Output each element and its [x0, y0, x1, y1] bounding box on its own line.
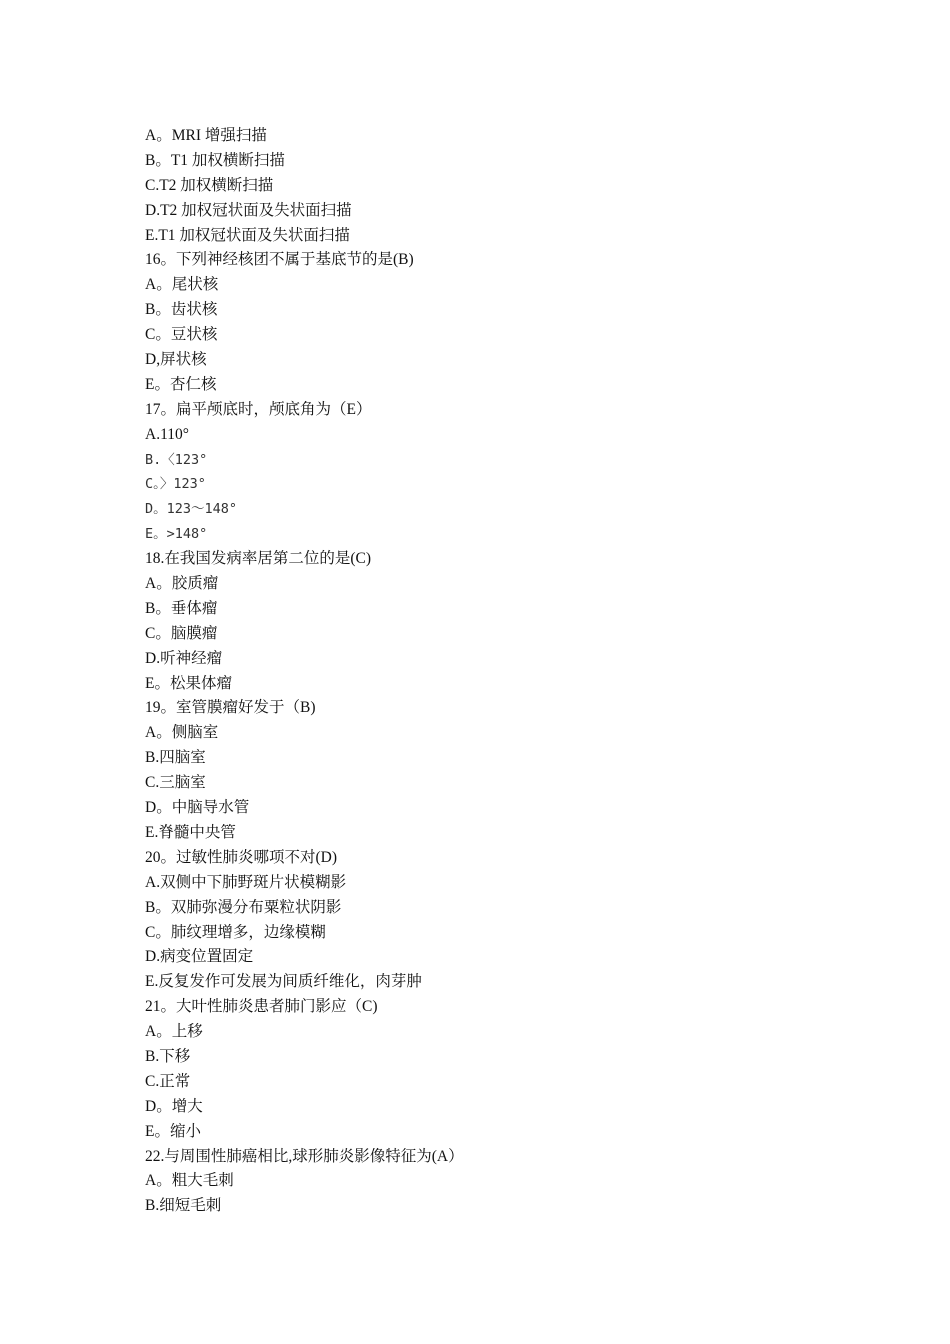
text-line: D。123～148° [145, 501, 238, 518]
text-line: C。〉123° [145, 476, 206, 493]
text-line: A。胶质瘤 [145, 575, 219, 593]
text-line: E。松果体瘤 [145, 674, 232, 692]
text-line: B。垂体瘤 [145, 599, 218, 617]
text-line: E。>148° [145, 526, 208, 543]
text-line: D。增大 [145, 1097, 203, 1115]
text-line: C.正常 [145, 1072, 191, 1090]
text-line: A。侧脑室 [145, 724, 219, 742]
text-line: B。T1 加权横断扫描 [145, 151, 285, 169]
text-line: A.双侧中下肺野斑片状模糊影 [145, 873, 347, 891]
text-line: E。杏仁核 [145, 375, 217, 393]
question-20: 20。过敏性肺炎哪项不对(D) [145, 848, 338, 866]
question-19: 19。室管膜瘤好发于（B) [145, 699, 316, 717]
text-line: A。粗大毛刺 [145, 1172, 234, 1190]
text-line: B.下移 [145, 1047, 191, 1065]
text-line: A。上移 [145, 1023, 203, 1041]
text-line: C.T2 加权横断扫描 [145, 176, 274, 194]
text-line: B.四脑室 [145, 749, 206, 767]
text-line: E.反复发作可发展为间质纤维化，肉芽肿 [145, 973, 422, 991]
document-body [145, 124, 845, 1219]
question-18: 18.在我国发病率居第二位的是(C) [145, 550, 372, 568]
question-16: 16。下列神经核团不属于基底节的是(B) [145, 251, 414, 269]
text-line: C。肺纹理增多，边缘模糊 [145, 923, 326, 941]
text-line: A。尾状核 [145, 276, 219, 294]
text-line: D,屏状核 [145, 351, 207, 369]
question-17: 17。扁平颅底时，颅底角为（E） [145, 400, 372, 418]
text-line: C.三脑室 [145, 774, 206, 792]
text-line: B.细短毛刺 [145, 1197, 222, 1215]
text-line: E.T1 加权冠状面及失状面扫描 [145, 226, 350, 244]
text-line: C。脑膜瘤 [145, 624, 218, 642]
question-22: 22.与周围性肺癌相比,球形肺炎影像特征为(A） [145, 1147, 464, 1165]
text-line: E。缩小 [145, 1122, 201, 1140]
text-line: A。MRI 增强扫描 [145, 127, 267, 144]
text-line: B。双肺弥漫分布粟粒状阴影 [145, 898, 342, 916]
text-line: D。中脑导水管 [145, 799, 250, 817]
question-21: 21。大叶性肺炎患者肺门影应（C) [145, 998, 378, 1016]
text-line: E.脊髓中央管 [145, 823, 236, 841]
text-line: D.T2 加权冠状面及失状面扫描 [145, 201, 352, 219]
text-line: B。齿状核 [145, 301, 218, 319]
text-line: A.110° [145, 425, 189, 443]
text-line: D.听神经瘤 [145, 649, 223, 667]
text-line: C。豆状核 [145, 326, 218, 344]
text-line: B.〈123° [145, 451, 208, 468]
text-line: D.病变位置固定 [145, 948, 254, 966]
